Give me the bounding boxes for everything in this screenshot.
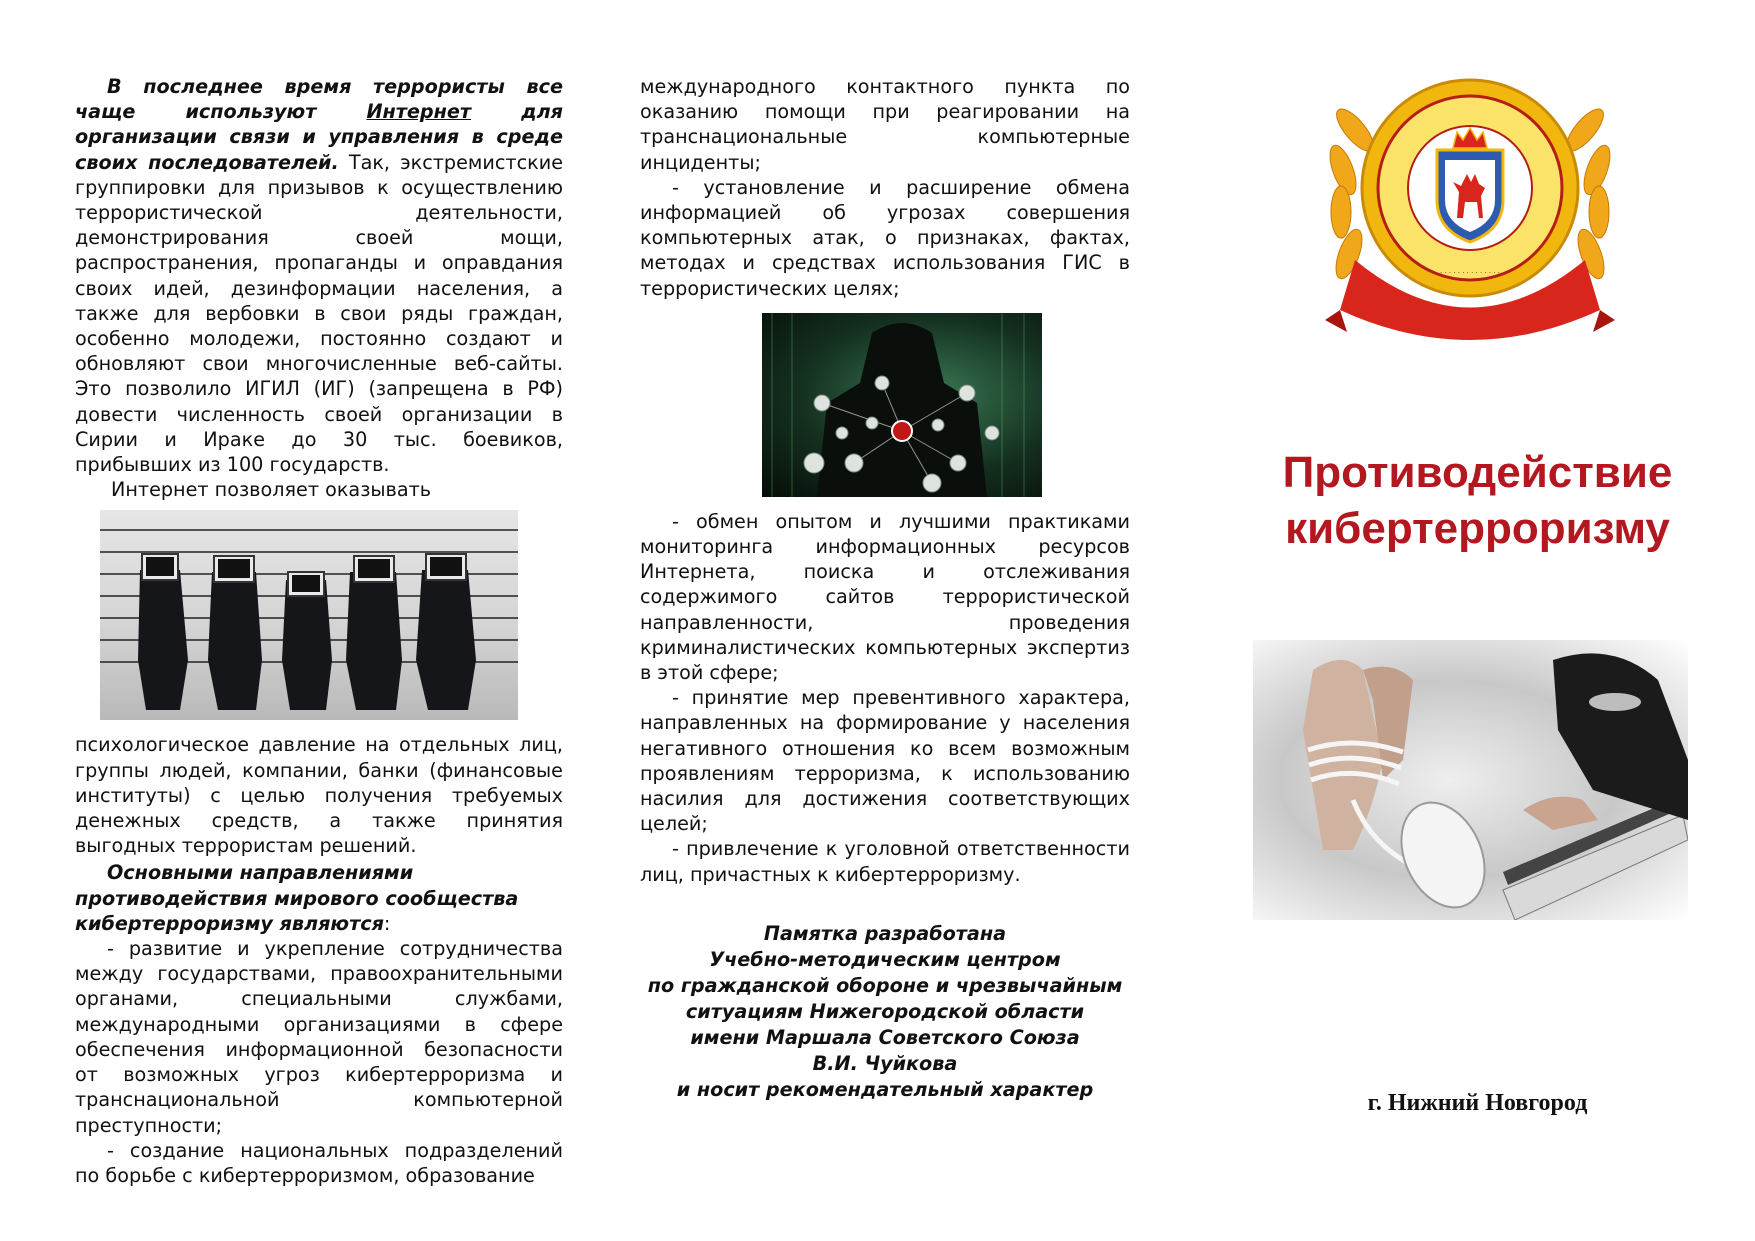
- lead-text: В последнее время террористы все чаще используют Интернет для организации связи и управления в среде своих последователей.: [75, 75, 563, 174]
- credit-line: по гражданской обороне и чрезвычайным: [647, 973, 1123, 997]
- credit-line: имени Маршала Советского Союза: [690, 1025, 1080, 1049]
- column-left: [75, 74, 563, 1188]
- paragraph-end: психологическое давление на отдельных лиц, группы людей, компании, банки (финансовые институты) с целью получения требуемых денежных средств, а также принятия выгодных террористам решений.: [75, 733, 563, 858]
- internet-word: Интернет: [366, 100, 472, 124]
- intro-paragraph: [75, 74, 563, 477]
- title-line: кибертерроризму: [1285, 504, 1670, 553]
- training-center-emblem: [1325, 70, 1615, 345]
- svg-text:· · · · · · · · · · · · · ·: · · · · · · · · · · · · · ·: [1439, 269, 1501, 277]
- people-holding-laptops-photo: [100, 510, 518, 720]
- credit-line: Учебно-методическим центром: [709, 947, 1061, 971]
- list-item: - обмен опытом и лучшими практиками мониторинга информационных ресурсов Интернета, поиска и отслеживания содержимого сайтов террористической направленности, проведения криминалистических компьютерных экспертиз в этой сфере;: [640, 509, 1130, 685]
- list-item: - создание национальных подразделений по борьбе с кибертерроризмом, образование: [75, 1138, 563, 1187]
- section-heading: Основными направлениями противодействия мирового сообщества кибертерроризму являются:: [75, 861, 519, 935]
- paragraph-start: Интернет позволяет оказывать: [111, 478, 432, 502]
- list-item: - установление и расширение обмена информацией об угрозах совершения компьютерных атак, о признаках, фактах, методах и средствах использования ГИС в террористических целях;: [640, 175, 1130, 300]
- credit-line: В.И. Чуйкова: [812, 1051, 958, 1075]
- list-item: - привлечение к уголовной ответственности лиц, причастных к кибертерроризму.: [640, 837, 1130, 886]
- brochure-title: [1255, 445, 1700, 557]
- list-item: - развитие и укрепление сотрудничества между государствами, правоохранительными органами, специальными службами, международными организациями в сфере обеспечения информационной безопасности от возможных угроз кибертерроризма и транснациональной компьютерной преступности;: [75, 937, 563, 1137]
- list-item: международного контактного пункта по оказанию помощи при реагировании на транснациональные компьютерные инциденты;: [640, 75, 1130, 174]
- column-middle: [640, 74, 1130, 1103]
- credit-line: Памятка разработана: [763, 921, 1007, 945]
- author-credit: [640, 921, 1130, 1103]
- list-item: - принятие мер превентивного характера, направленных на формирование у населения негативного отношения ко всем возможным проявлениям терроризма, к использованию насилия для достижения соответствующих целей;: [640, 686, 1130, 836]
- hooded-hacker-network-photo: [762, 313, 1042, 497]
- intro-rest: Так, экстремистские группировки для призывов к осуществлению террористической деятельности, демонстрирования своей мощи, распространения, пропаганды и оправдания своих идей, дезинформации населения, а также для вербовки в свои ряды граждан, особенно молодежи, постоянно создают и обновляют свои многочисленные веб-сайты. Это позволило ИГИЛ (ИГ) (запрещена в РФ) довести численность своей организации в Сирии и Ираке до 30 тыс. боевиков, прибывших из 100 государств.: [75, 150, 564, 477]
- hands-bound-by-cable-photo: [1253, 640, 1688, 920]
- credit-line: и носит рекомендательный характер: [676, 1077, 1094, 1101]
- title-line: Противодействие: [1282, 448, 1673, 497]
- credit-line: ситуациям Нижегородской области: [685, 999, 1085, 1023]
- city-name: г. Нижний Новгород: [1367, 1090, 1588, 1116]
